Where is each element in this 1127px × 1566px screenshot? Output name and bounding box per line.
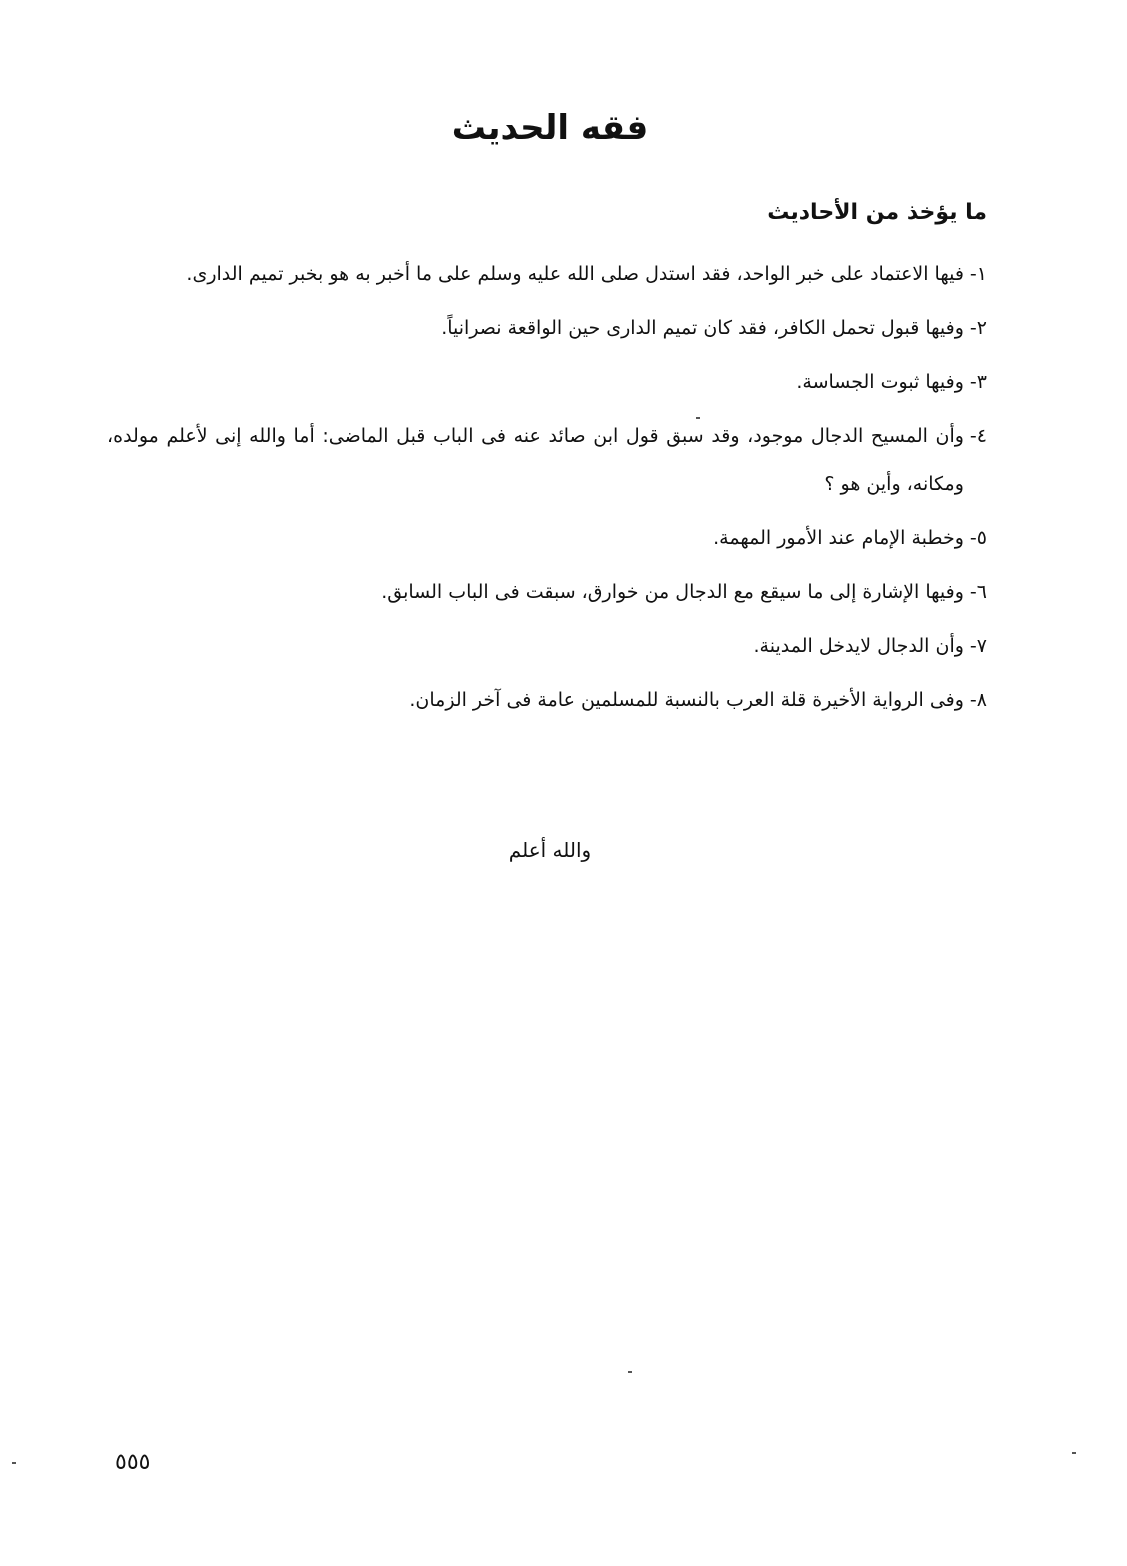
- item-text: وفيها الإشارة إلى ما سيقع مع الدجال من خوارق، سبقت فى الباب السابق.: [381, 581, 964, 603]
- list-item: [107, 514, 987, 562]
- item-number: ٣-: [969, 371, 987, 393]
- list-item: [107, 676, 987, 724]
- list-item: [107, 250, 987, 298]
- item-text: وأن المسيح الدجال موجود، وقد سبق قول ابن صائد عنه فى الباب قبل الماضى: أما والله إنى لأعلم مولده، ومكانه، وأين هو ؟: [107, 425, 964, 495]
- item-text: فيها الاعتماد على خبر الواحد، فقد استدل صلى الله عليه وسلم على ما أخبر به هو بخبر تميم الدارى.: [186, 263, 964, 285]
- item-text: وفى الرواية الأخيرة قلة العرب بالنسبة للمسلمين عامة فى آخر الزمان.: [409, 689, 964, 711]
- item-number: ٦-: [969, 581, 987, 603]
- list-item: [107, 358, 987, 406]
- item-text: وخطبة الإمام عند الأمور المهمة.: [713, 527, 964, 549]
- page-number: ٥٥٥: [115, 1450, 151, 1475]
- item-number: ١-: [969, 263, 987, 285]
- scan-speck: [12, 1462, 16, 1464]
- item-number: ٧-: [969, 635, 987, 657]
- list-item: [107, 304, 987, 352]
- section-heading: ما يؤخذ من الأحاديث: [767, 200, 987, 225]
- item-number: ٢-: [969, 317, 987, 339]
- list-item: [107, 568, 987, 616]
- item-number: ٥-: [969, 527, 987, 549]
- item-list: [107, 250, 987, 730]
- page-title: فقه الحديث: [451, 108, 649, 148]
- list-item: [107, 622, 987, 670]
- scan-speck: [1072, 1452, 1076, 1454]
- list-item: [107, 412, 987, 508]
- item-text: وفيها ثبوت الجساسة.: [796, 371, 964, 393]
- scan-speck: [696, 417, 700, 419]
- closing-phrase: والله أعلم: [508, 838, 592, 862]
- item-number: ٨-: [969, 689, 987, 711]
- scan-speck: [628, 1371, 632, 1373]
- item-text: وأن الدجال لايدخل المدينة.: [753, 635, 964, 657]
- item-text: وفيها قبول تحمل الكافر، فقد كان تميم الدارى حين الواقعة نصرانياً.: [441, 317, 964, 339]
- item-number: ٤-: [969, 425, 987, 447]
